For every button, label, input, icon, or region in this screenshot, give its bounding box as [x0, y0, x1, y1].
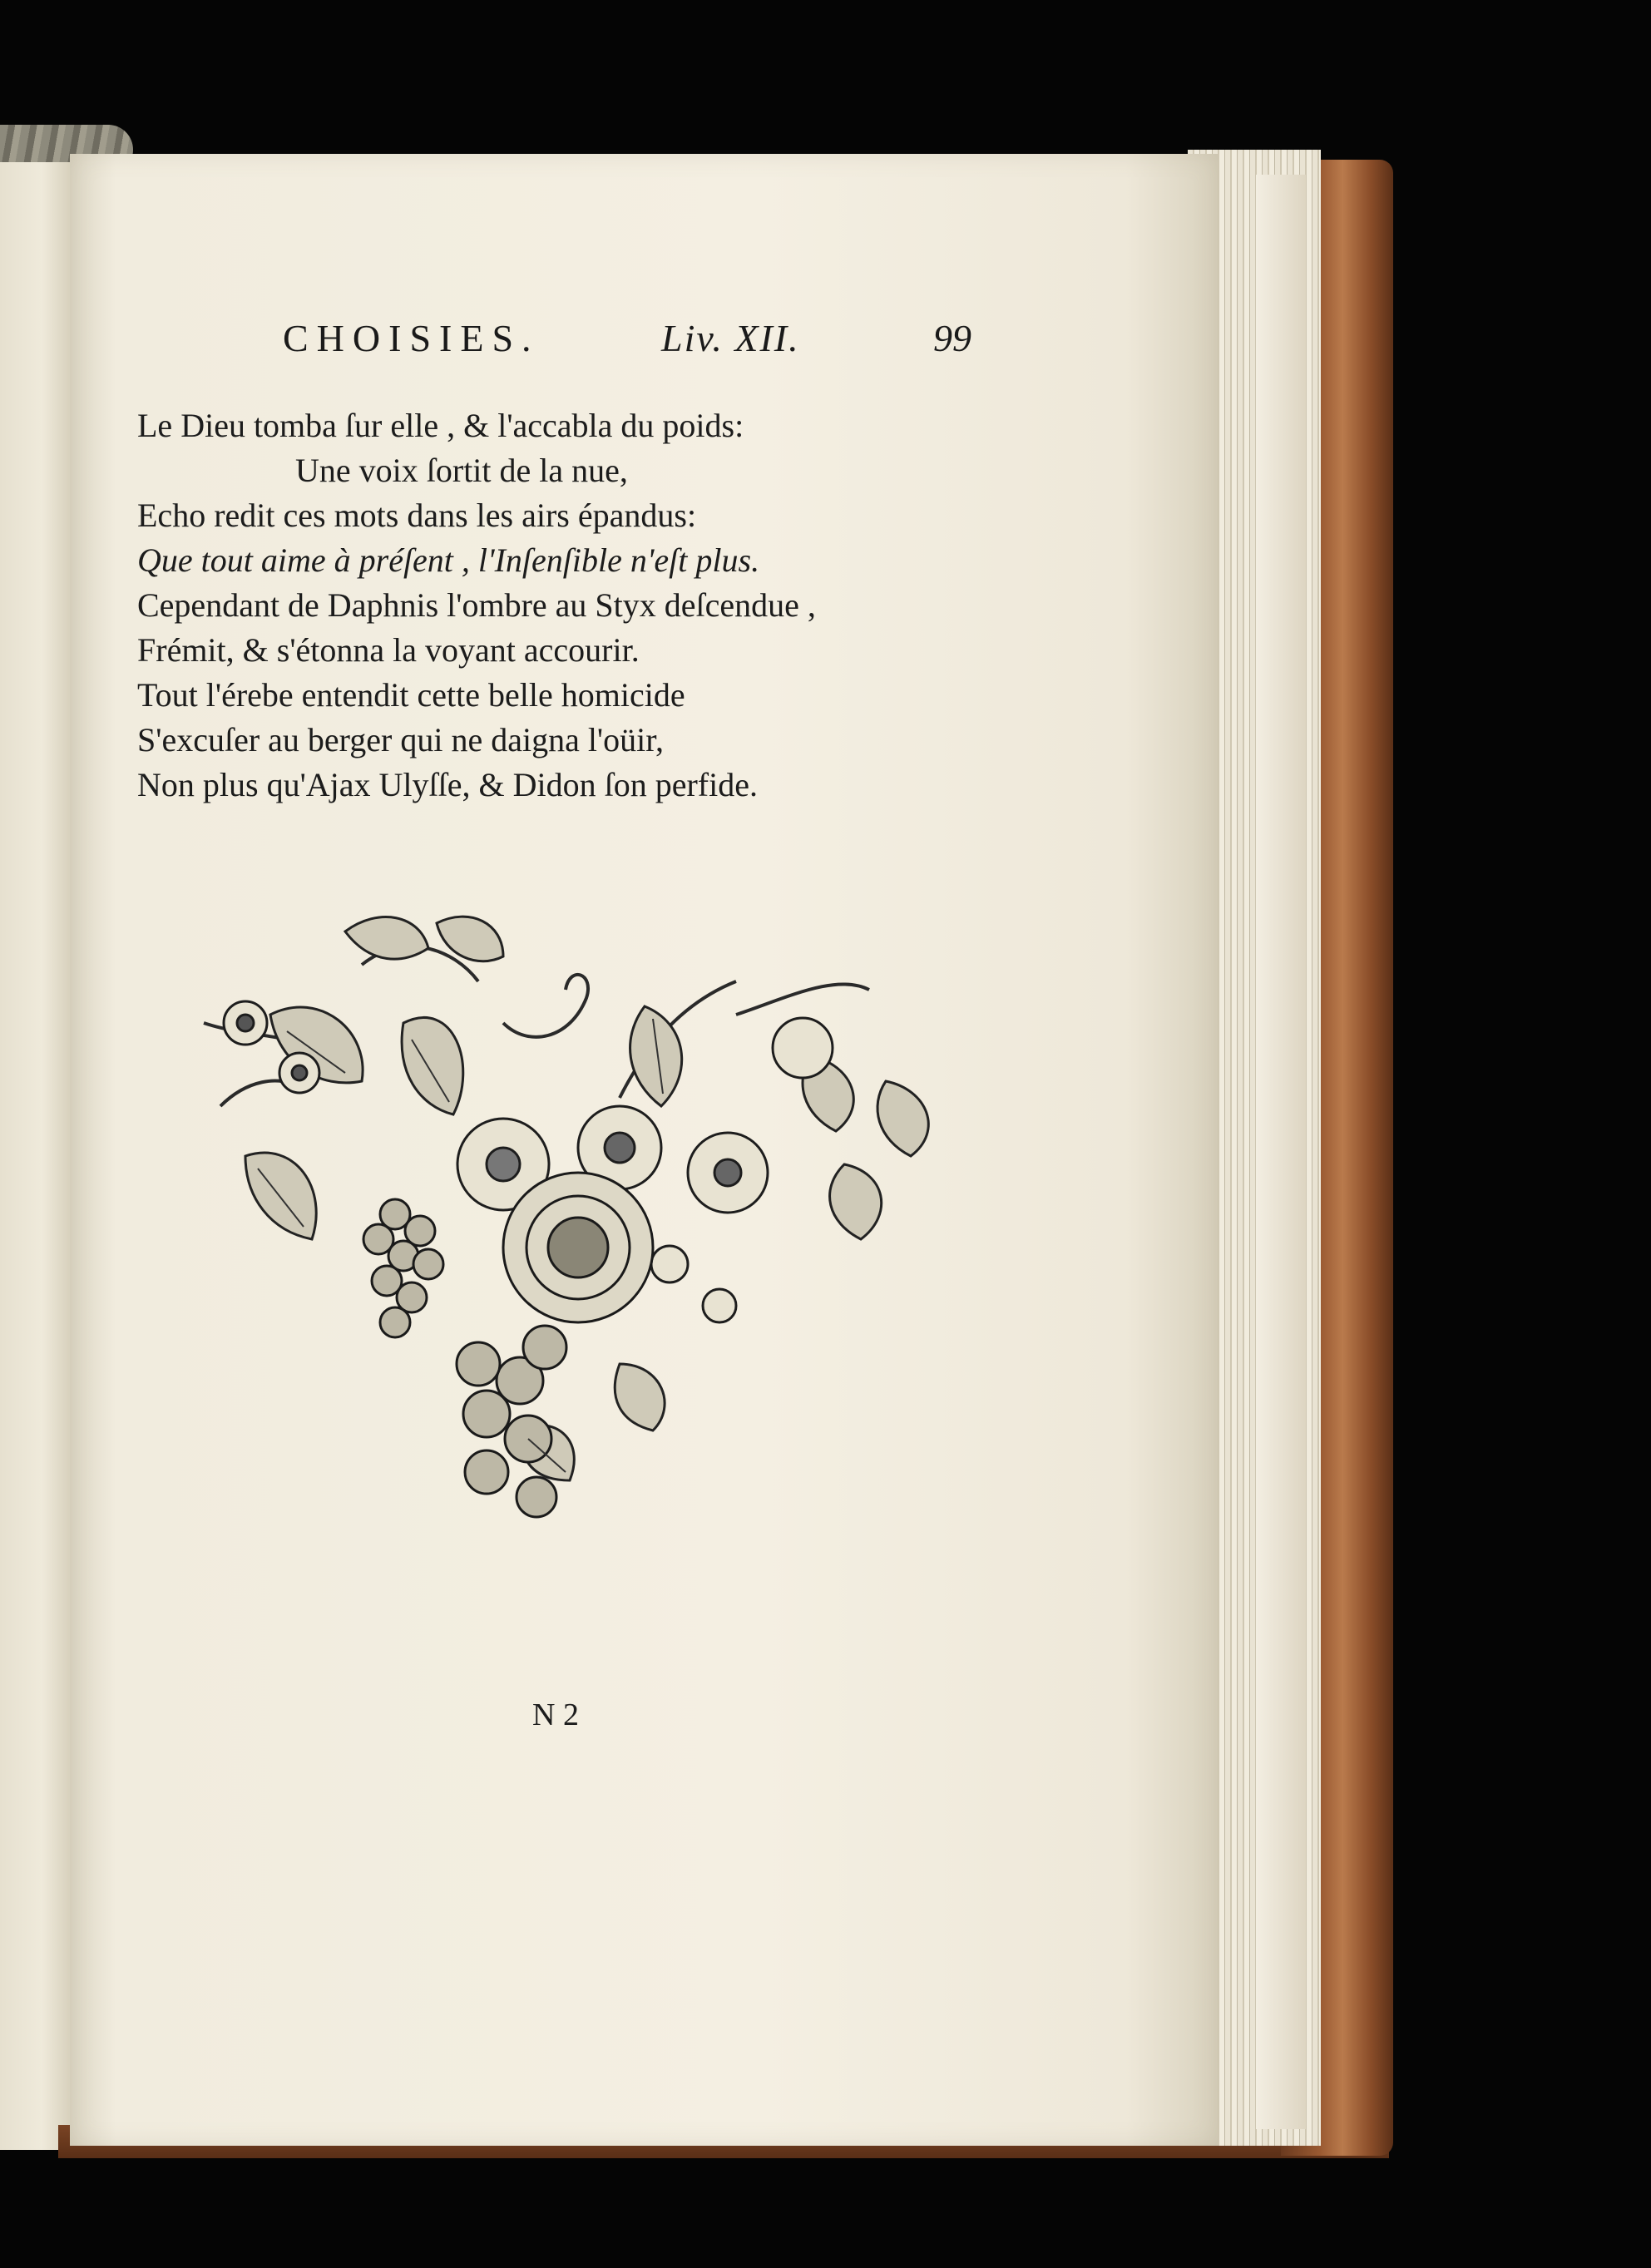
- verse-line: Non plus qu'Ajax Ulyſſe, & Didon ſon perfide.: [137, 766, 758, 803]
- running-title: CHOISIES.: [283, 317, 540, 359]
- book-reference: Liv. XII.: [661, 317, 800, 359]
- verse-line: Echo redit ces mots dans les airs épandus:: [137, 497, 697, 534]
- left-page-edge: [0, 162, 72, 2150]
- verse-line: Tout l'érebe entendit cette belle homicide: [137, 676, 685, 714]
- signature-mark: N 2: [532, 1697, 579, 1732]
- page-number: 99: [933, 317, 971, 359]
- floral-vignette-icon: [154, 898, 969, 1564]
- verse-line: Le Dieu tomba ſur elle , & l'accabla du poids:: [137, 407, 744, 444]
- page-edges-highlight: [1256, 175, 1306, 2129]
- verse-line: Cependant de Daphnis l'ombre au Styx deſcendue ,: [137, 586, 816, 624]
- poem-text: [137, 403, 969, 808]
- verse-line: Que tout aime à préſent , l'Inſenſible n'eſt plus.: [137, 541, 760, 579]
- verse-line: Frémit, & s'étonna la voyant accourir.: [137, 631, 640, 669]
- page-header: [283, 316, 981, 374]
- verse-line: S'excuſer au berger qui ne daigna l'oüir,: [137, 721, 664, 758]
- verse-line: Une voix ſortit de la nue,: [295, 452, 628, 489]
